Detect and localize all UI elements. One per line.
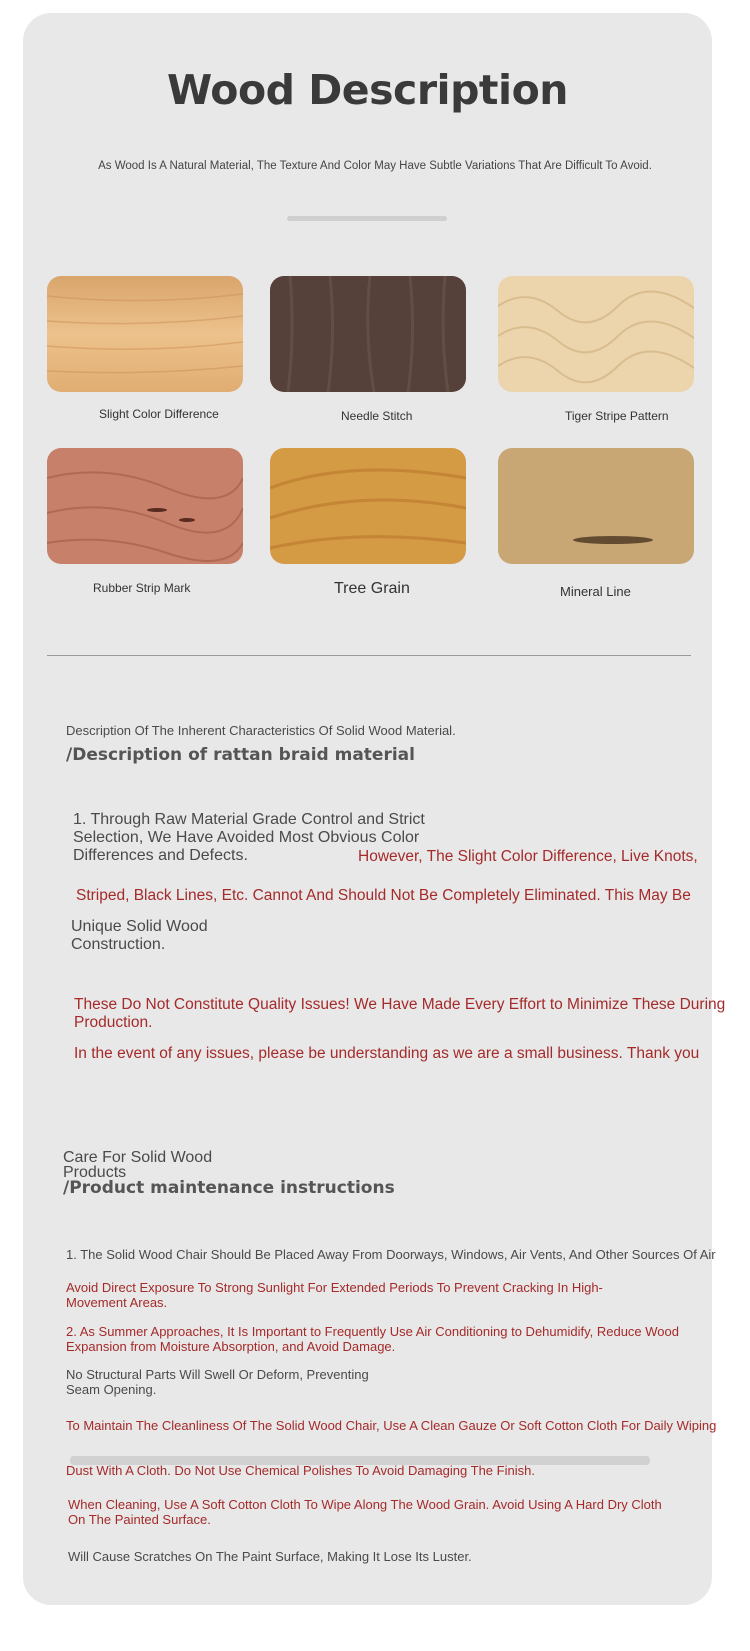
care-red-3: To Maintain The Cleanliness Of The Solid Wood Chair, Use A Clean Gauze Or Soft Cotton Cloth For Daily Wiping [66,1418,717,1433]
swatch-tree-grain [270,448,466,564]
section-divider [47,655,691,656]
title-divider [287,216,447,221]
swatch-label: Rubber Strip Mark [93,581,191,595]
page-title: Wood Description [167,66,568,114]
section2-heading-a: Care For Solid Wood Products [63,1149,213,1182]
swatch-rubber-strip-mark [47,448,243,564]
swatch-label: Needle Stitch [341,409,413,423]
care-red-5: When Cleaning, Use A Soft Cotton Cloth To Wipe Along The Wood Grain. Avoid Using A Hard Dry Cloth On The Painted Surface. [68,1497,662,1527]
section1-intro: Description Of The Inherent Characteristics Of Solid Wood Material. [66,723,456,738]
swatch-tiger-stripe-pattern [498,276,694,392]
swatch-label: Mineral Line [560,584,631,599]
swatch-label: Slight Color Difference [99,407,219,421]
care-item-1: 1. The Solid Wood Chair Should Be Placed Away From Doorways, Windows, Air Vents, And Other Sources Of Air [66,1247,716,1262]
swatch-label: Tiger Stripe Pattern [565,409,669,423]
care-red-2: 2. As Summer Approaches, It Is Important to Frequently Use Air Conditioning to Dehumidify, Reduce Wood Expansion from Moisture Absorption, and Avoid Damage. [66,1324,679,1354]
section2-heading-b: /Product maintenance instructions [63,1178,395,1198]
care-item-3: Will Cause Scratches On The Paint Surface, Making It Lose Its Luster. [68,1549,472,1564]
page-subtitle: As Wood Is A Natural Material, The Texture And Color May Have Subtle Variations That Are Difficult To Avoid. [98,160,652,172]
swatch-slight-color-difference [47,276,243,392]
care-red-4: Dust With A Cloth. Do Not Use Chemical Polishes To Avoid Damaging The Finish. [66,1463,535,1478]
care-item-2: No Structural Parts Will Swell Or Deform, Preventing Seam Opening. [66,1367,369,1397]
section1-heading: /Description of rattan braid material [66,745,415,765]
swatch-needle-stitch [270,276,466,392]
section1-red1: However, The Slight Color Difference, Live Knots, [358,848,698,865]
care-red-1: Avoid Direct Exposure To Strong Sunlight For Extended Periods To Prevent Cracking In High-Movement Areas. [66,1280,603,1310]
swatch-label: Tree Grain [334,580,410,597]
section1-para1: 1. Through Raw Material Grade Control and Strict Selection, We Have Avoided Most Obvious Color Differences and Defects. [73,811,425,865]
swatch-mineral-line [498,448,694,564]
section1-red2: Striped, Black Lines, Etc. Cannot And Should Not Be Completely Eliminated. This May Be [76,887,691,904]
section1-red3: These Do Not Constitute Quality Issues! We Have Made Every Effort to Minimize These During Production. [74,996,726,1031]
section1-para2: Unique Solid Wood Construction. [71,918,208,954]
section1-red4: In the event of any issues, please be understanding as we are a small business. Thank you [74,1045,700,1062]
